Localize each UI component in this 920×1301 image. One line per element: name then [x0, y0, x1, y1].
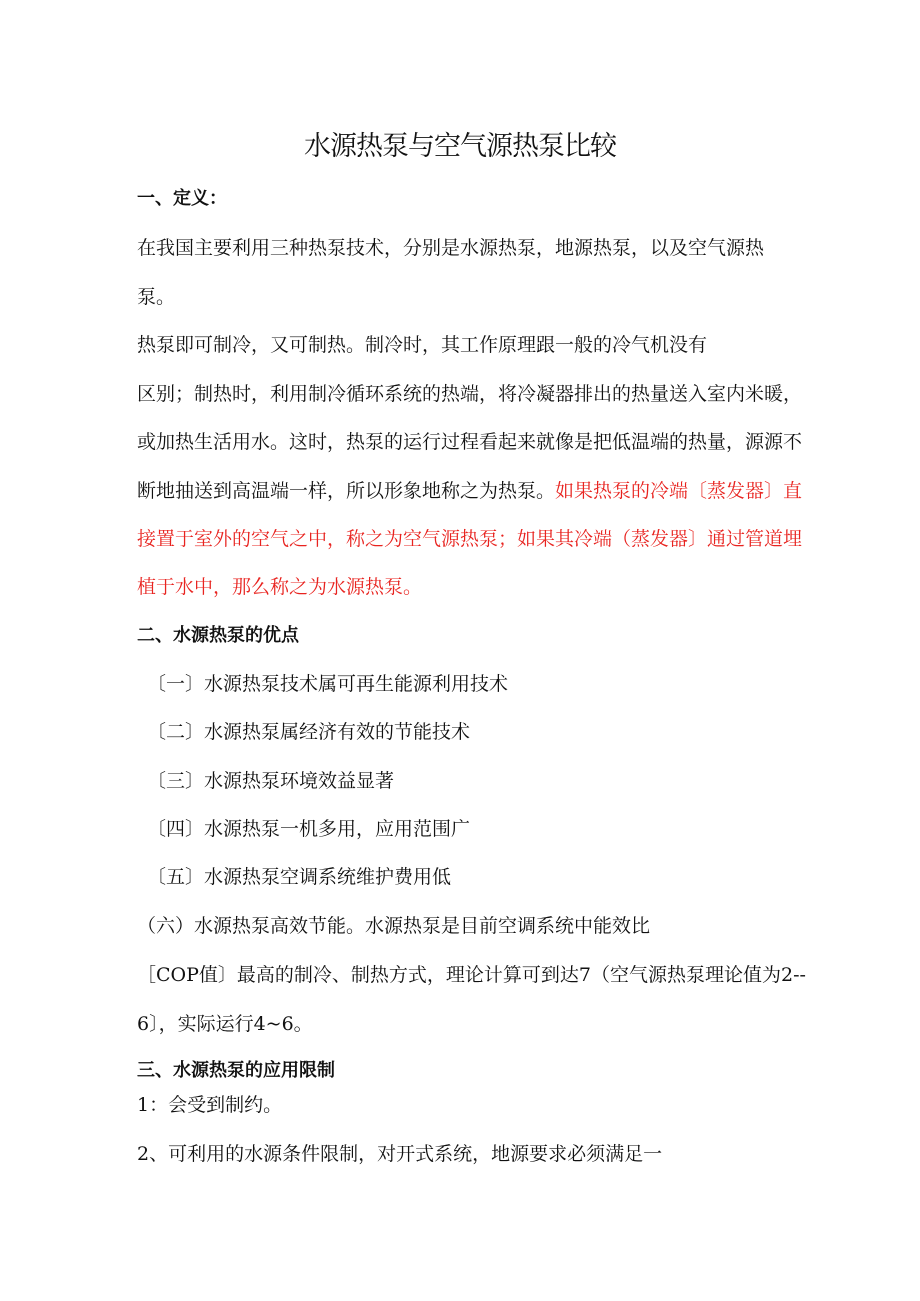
- section-heading-limitations: 三、水源热泵的应用限制: [137, 1060, 335, 1081]
- paragraph-line: 在我国主要利用三种热泵技术，分别是水源热泵，地源热泵，以及空气源热: [137, 237, 765, 259]
- list-item: 2、可利用的水源条件限制，对开式系统，地源要求必须满足一: [137, 1143, 663, 1165]
- paragraph-line: 泵。: [137, 286, 176, 308]
- highlighted-line: 接置于室外的空气之中，称之为空气源热泵；如果其冷端（蒸发器〕通过管道埋: [137, 528, 803, 550]
- highlighted-line: 植于水中，那么称之为水源热泵。: [137, 576, 423, 598]
- list-item: 1：会受到制约。: [137, 1094, 283, 1116]
- list-item: 〔二〕水源热泵属经济有效的节能技术: [147, 721, 471, 743]
- paragraph-text: 断地抽送到高温端一样，所以形象地称之为热泵。: [137, 480, 556, 502]
- list-item: 〔一〕水源热泵技术属可再生能源利用技术: [147, 673, 509, 695]
- paragraph-line: [137, 478, 802, 504]
- paragraph-line: 或加热生活用水。这时，热泵的运行过程看起来就像是把低温端的热量，源源不: [137, 431, 803, 453]
- section-heading-advantages: 二、水源热泵的优点: [137, 625, 299, 646]
- document-title: 水源热泵与空气源热泵比较: [304, 131, 616, 162]
- list-item: 〔四〕水源热泵一机多用，应用范围广: [147, 818, 471, 840]
- paragraph-line: ［COP值〕最高的制冷、制热方式，理论计算可到达7（空气源热泵理论值为2--: [137, 964, 806, 986]
- section-heading-definition: 一、定义：: [137, 188, 227, 209]
- list-item: 〔三〕水源热泵环境效益显著: [147, 770, 395, 792]
- highlighted-text: 如果热泵的冷端〔蒸发器〕直: [555, 480, 803, 502]
- list-item: （六）水源热泵高效节能。水源热泵是目前空调系统中能效比: [137, 915, 651, 937]
- paragraph-line: 区别；制热时，利用制冷循环系统的热端，将冷凝器排出的热量送入室内米暖，: [137, 383, 803, 405]
- list-item: 〔五〕水源热泵空调系统维护费用低: [147, 866, 452, 888]
- paragraph-line: 6〕，实际运行4~6。: [137, 1013, 313, 1035]
- paragraph-line: 热泵即可制冷，又可制热。制冷时，其工作原理跟一般的冷气机没有: [137, 334, 708, 356]
